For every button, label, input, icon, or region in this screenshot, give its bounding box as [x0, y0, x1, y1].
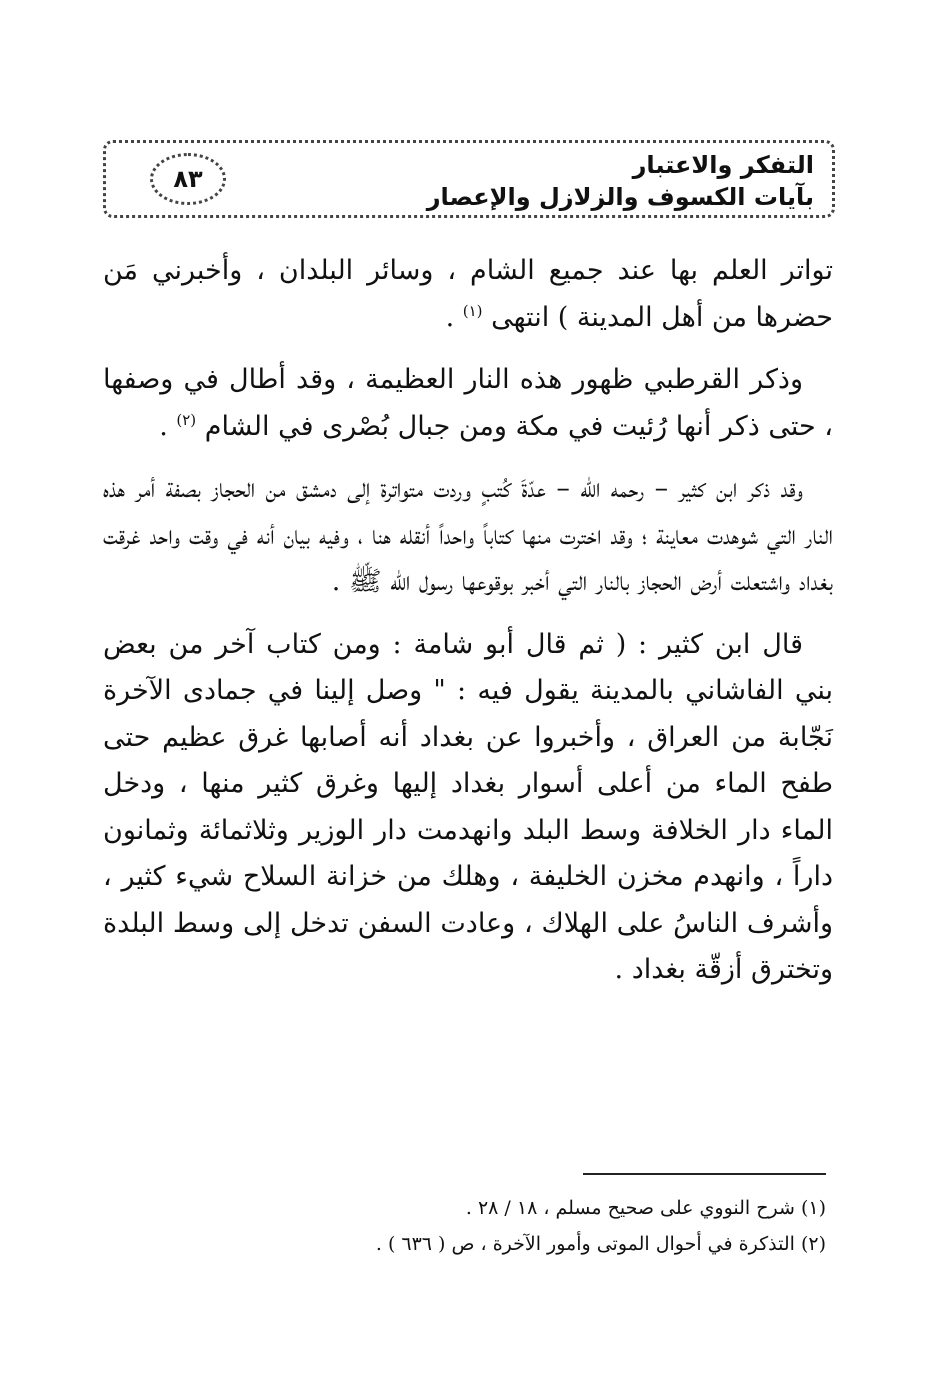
- footnote-item: (١) شرح النووي على صحيح مسلم ، ١٨ / ٢٨ .: [465, 1197, 826, 1219]
- footnotes: [300, 1190, 826, 1262]
- book-title-line2: بآيات الكسوف والزلازل والإعصار: [426, 183, 814, 211]
- paragraph-end: .: [159, 410, 177, 442]
- footnote-marker[interactable]: (١): [462, 301, 483, 320]
- footnote-marker[interactable]: (٢): [176, 410, 197, 429]
- paragraph: [103, 248, 833, 341]
- footnote-item: (٢) التذكرة في أحوال الموتى وأمور الآخرة ، ص ( ٦٣٦ ) .: [375, 1233, 826, 1255]
- page-number: ٨٣: [150, 153, 226, 205]
- book-title-line1: التفكر والاعتبار: [632, 151, 814, 179]
- header-titles: [427, 149, 814, 213]
- paragraph-text: تواتر العلم بها عند جميع الشام ، وسائر البلدان ، وأخبرني مَن حضرها من أهل المدينة ) انتهى: [103, 255, 833, 333]
- paragraph-end: .: [445, 301, 463, 333]
- footnote-divider: [583, 1173, 826, 1175]
- paragraph-text: وذكر القرطبي ظهور هذه النار العظيمة ، وقد أطال في وصفها ، حتى ذكر أنها رُئيت في مكة ومن جبال بُصْرى في الشام: [103, 364, 833, 442]
- paragraph-text: قال ابن كثير : ( ثم قال أبو شامة : ومن كتاب آخر من بعض بني الفاشاني بالمدينة يقول فيه : " وصل إلينا في جمادى الآخرة نَجّابة من العراق ، وأخبروا عن بغداد أنه أصابها غرق عظيم حتى طفح الماء من أعلى أسوار بغداد إليها وغرق كثير منها ، ودخل الماء دار الخلافة وسط البلد وانهدمت دار الوزير وثلاثمائة وثمانون داراً ، وانهدم مخزن الخليفة ، وهلك من خزانة السلاح شيء كثير ، وأشرف الناسُ على الهلاك ، وعادت السفن تدخل إلى وسط البلدة وتخترق أزقّة بغداد .: [103, 628, 833, 985]
- main-text: [103, 248, 833, 1010]
- running-header: [103, 140, 835, 218]
- paragraph-text: وقد ذكر ابن كثير – رحمه الله – عدّةَ كُتبٍ وردت متواترة إلى دمشق من الحجاز بصفة أمر هذه النار التي شوهدت معاينة ؛ وقد اخترت منها كتاباً واحداً أنقله هنا ، وفيه بيان أنه في وقت واحد غرقت بغداد واشتعلت أرض الحجاز بالنار التي أخبر بوقوعها رسول الله ﷺ .: [103, 473, 833, 597]
- paragraph: [103, 466, 833, 606]
- paragraph: [103, 622, 833, 994]
- paragraph: [103, 357, 833, 450]
